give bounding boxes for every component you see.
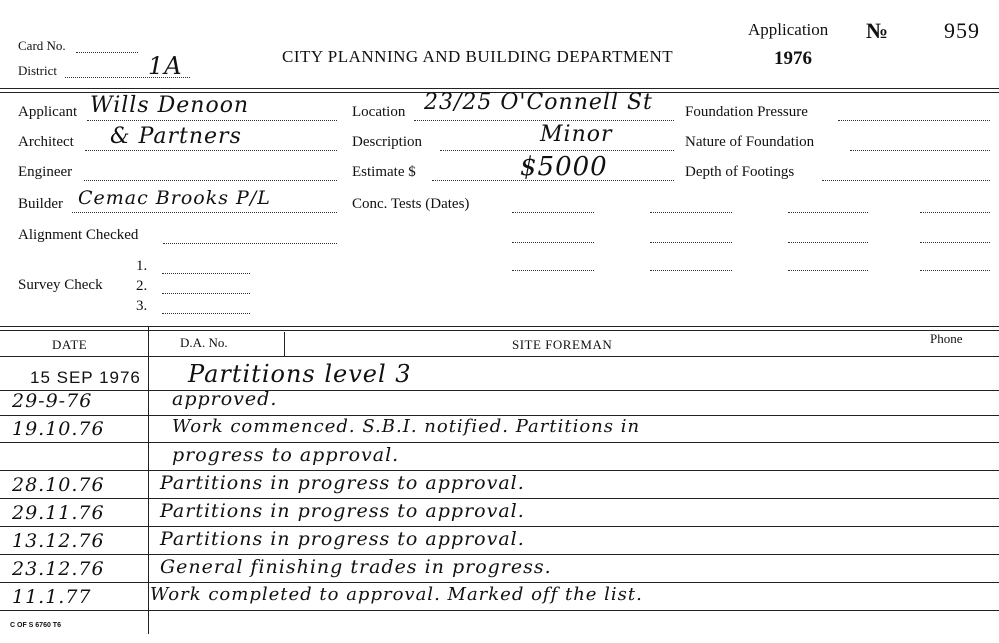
nature-foundation-line (850, 150, 990, 151)
conc-line-c2 (788, 242, 868, 243)
log-row-text: Work commenced. S.B.I. notified. Partitions in (172, 416, 641, 437)
card-no-line (76, 52, 138, 53)
log-row-text: Partitions in progress to approval. (160, 528, 525, 550)
row-rule (0, 442, 999, 443)
foundation-pressure-label: Foundation Pressure (685, 104, 808, 120)
log-row-date: 11.1.77 (12, 586, 92, 608)
conc-tests-label: Conc. Tests (Dates) (352, 196, 470, 212)
estimate-value: $5000 (520, 152, 608, 182)
location-label: Location (352, 104, 406, 120)
depth-footings-label: Depth of Footings (685, 164, 795, 180)
description-label: Description (352, 134, 422, 150)
alignment-line (163, 243, 337, 244)
da-mark (284, 332, 285, 356)
log-row-text: General finishing trades in progress. (160, 556, 552, 578)
col-phone-header: Phone (930, 331, 963, 346)
application-number: 959 (944, 18, 980, 43)
log-top-rule-2 (0, 330, 999, 331)
application-year: 1976 (774, 48, 812, 69)
log-row-text: Partitions in progress to approval. (160, 472, 525, 494)
row-rule (0, 554, 999, 555)
date-column-divider (148, 326, 149, 634)
description-line (440, 150, 674, 151)
conc-line-b2 (650, 242, 732, 243)
stamp-date: 15 SEP 1976 (30, 368, 141, 387)
applicant-line (87, 120, 337, 121)
conc-line-b1 (650, 212, 732, 213)
row-rule (0, 470, 999, 471)
nature-foundation-label: Nature of Foundation (685, 134, 815, 150)
depth-footings-line (822, 180, 990, 181)
row-rule (0, 610, 999, 611)
conc-line-d3 (920, 270, 990, 271)
conc-line-d2 (920, 242, 990, 243)
builder-label: Builder (18, 196, 63, 212)
conc-line-b3 (650, 270, 732, 271)
log-row-date: 29.11.76 (12, 502, 105, 524)
engineer-line (84, 180, 337, 181)
log-row-date: 19.10.76 (12, 418, 105, 440)
row-rule (0, 498, 999, 499)
application-label: Application (748, 20, 829, 39)
survey-line-3 (162, 313, 250, 314)
survey-3: 3. (136, 298, 148, 314)
log-row-text: Work completed to approval. Marked off the list. (150, 584, 643, 605)
log-row-date: 13.12.76 (12, 530, 105, 552)
col-da-header: D.A. No. (180, 335, 228, 350)
architect-line (85, 150, 337, 151)
footer-code: C OF S 6760 T6 (10, 622, 61, 629)
survey-2: 2. (136, 278, 148, 294)
log-header-rule (0, 356, 999, 357)
conc-line-a2 (512, 242, 594, 243)
card-no-label: Card No. (18, 38, 66, 53)
location-line (414, 120, 674, 121)
col-date-header: DATE (52, 337, 88, 352)
log-row-text: approved. (172, 388, 278, 410)
description-value: Minor (540, 122, 613, 147)
col-foreman-header: SITE FOREMAN (512, 337, 613, 352)
district-value: 1A (148, 52, 183, 80)
conc-line-a1 (512, 212, 594, 213)
log-row-text: progress to approval. (172, 444, 400, 466)
builder-value: Cemac Brooks P/L (78, 187, 271, 209)
row-rule (0, 526, 999, 527)
foundation-pressure-line (838, 120, 990, 121)
alignment-label: Alignment Checked (18, 227, 139, 243)
number-sign: № (866, 18, 889, 43)
conc-line-c1 (788, 212, 868, 213)
survey-1: 1. (136, 258, 148, 274)
survey-line-1 (162, 273, 250, 274)
log-row-text: Partitions level 3 (188, 360, 412, 388)
survey-line-2 (162, 293, 250, 294)
department-title: CITY PLANNING AND BUILDING DEPARTMENT (282, 47, 674, 66)
log-row-date: 23.12.76 (12, 558, 105, 580)
log-row-text: Partitions in progress to approval. (160, 500, 525, 522)
row-rule (0, 582, 999, 583)
conc-line-c3 (788, 270, 868, 271)
log-row-date: 29-9-76 (12, 390, 93, 412)
builder-line (72, 212, 337, 213)
engineer-label: Engineer (18, 164, 73, 180)
district-label: District (18, 63, 57, 78)
log-top-rule (0, 326, 999, 327)
architect-value: & Partners (110, 124, 242, 149)
conc-line-d1 (920, 212, 990, 213)
estimate-label: Estimate $ (352, 164, 416, 180)
applicant-value: Wills Denoon (90, 93, 250, 118)
applicant-label: Applicant (18, 104, 78, 120)
survey-label: Survey Check (18, 277, 103, 293)
row-rule (0, 390, 999, 391)
location-value: 23/25 O'Connell St (424, 90, 653, 115)
log-row-date: 28.10.76 (12, 474, 105, 496)
header-divider (0, 88, 999, 89)
conc-line-a3 (512, 270, 594, 271)
architect-label: Architect (18, 134, 74, 150)
